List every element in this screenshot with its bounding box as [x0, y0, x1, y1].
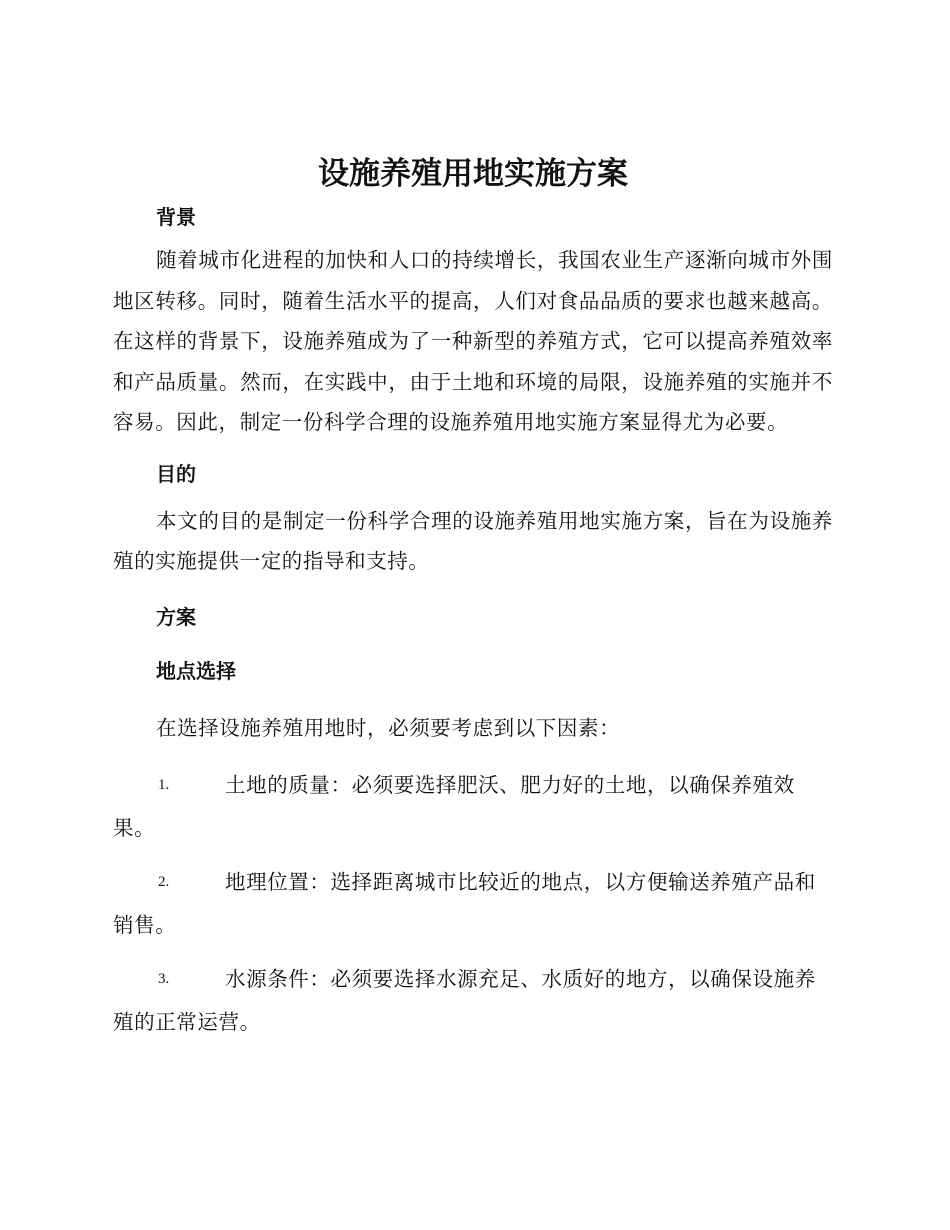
list-item-number: 2. [158, 874, 170, 890]
plan-heading: 方案 [156, 604, 196, 629]
list-item-number: 3. [158, 971, 170, 987]
background-heading: 背景 [156, 205, 196, 229]
site-selection-intro: 在选择设施养殖用地时，必须要考虑到以下因素： [156, 715, 621, 740]
document-title: 设施养殖用地实施方案 [318, 156, 628, 192]
purpose-heading: 目的 [156, 461, 196, 486]
purpose-paragraph: 本文的目的是制定一份科学合理的设施养殖用地实施方案，旨在为设施养殖的实施提供一定的指导和支持。 [113, 508, 833, 573]
list-item [113, 764, 833, 850]
list-item-text: 水源条件：必须要选择水源充足、水质好的地方，以确保设施养殖的正常运营。 [113, 967, 816, 1034]
list-item [113, 861, 833, 947]
document-page [113, 148, 833, 1044]
background-paragraph: 随着城市化进程的加快和人口的持续增长，我国农业生产逐渐向城市外围地区转移。同时，随着生活水平的提高，人们对食品品质的要求也越来越高。在这样的背景下，设施养殖成为了一种新型的养殖方式，它可以提高养殖效率和产品质量。然而，在实践中，由于土地和环境的局限，设施养殖的实施并不容易。因此，制定一份科学合理的设施养殖用地实施方案显得尤为必要。 [113, 248, 833, 434]
list-item-text: 土地的质量：必须要选择肥沃、肥力好的土地，以确保养殖效果。 [113, 773, 795, 840]
list-item-text: 地理位置：选择距离城市比较近的地点，以方便输送养殖产品和销售。 [113, 870, 816, 937]
list-item-number: 1. [158, 777, 170, 793]
site-selection-heading: 地点选择 [156, 658, 236, 683]
list-item [113, 958, 833, 1044]
